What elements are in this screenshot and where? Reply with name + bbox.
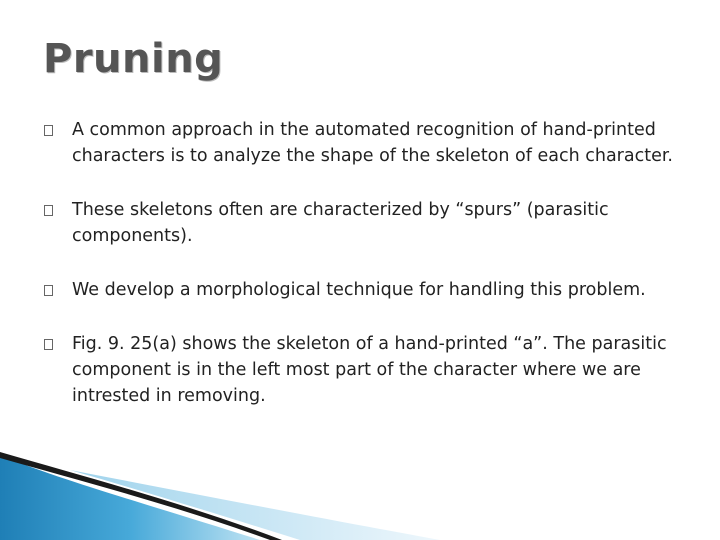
empty-square-bullet-icon bbox=[44, 339, 53, 350]
bullet-list bbox=[44, 117, 684, 437]
bullet-text-3: We develop a morphological technique for handling this problem. bbox=[72, 280, 646, 300]
slide-title: Pruning bbox=[43, 36, 224, 82]
bullet-item-2 bbox=[44, 197, 684, 249]
bullet-item-3 bbox=[44, 277, 684, 303]
bullet-text-2: These skeletons often are characterized by “spurs” (parasitic components). bbox=[72, 200, 609, 246]
empty-square-bullet-icon bbox=[44, 125, 53, 136]
bullet-item-1 bbox=[44, 117, 684, 169]
bullet-text-4: Fig. 9. 25(a) shows the skeleton of a hand-printed “a”. The parasitic component is in the left most part of the character where we are intrested in removing. bbox=[72, 334, 667, 406]
empty-square-bullet-icon bbox=[44, 205, 53, 216]
empty-square-bullet-icon bbox=[44, 285, 53, 296]
bullet-text-1: A common approach in the automated recognition of hand-printed characters is to analyze the shape of the skeleton of each character. bbox=[72, 120, 673, 166]
bullet-item-4 bbox=[44, 331, 684, 409]
